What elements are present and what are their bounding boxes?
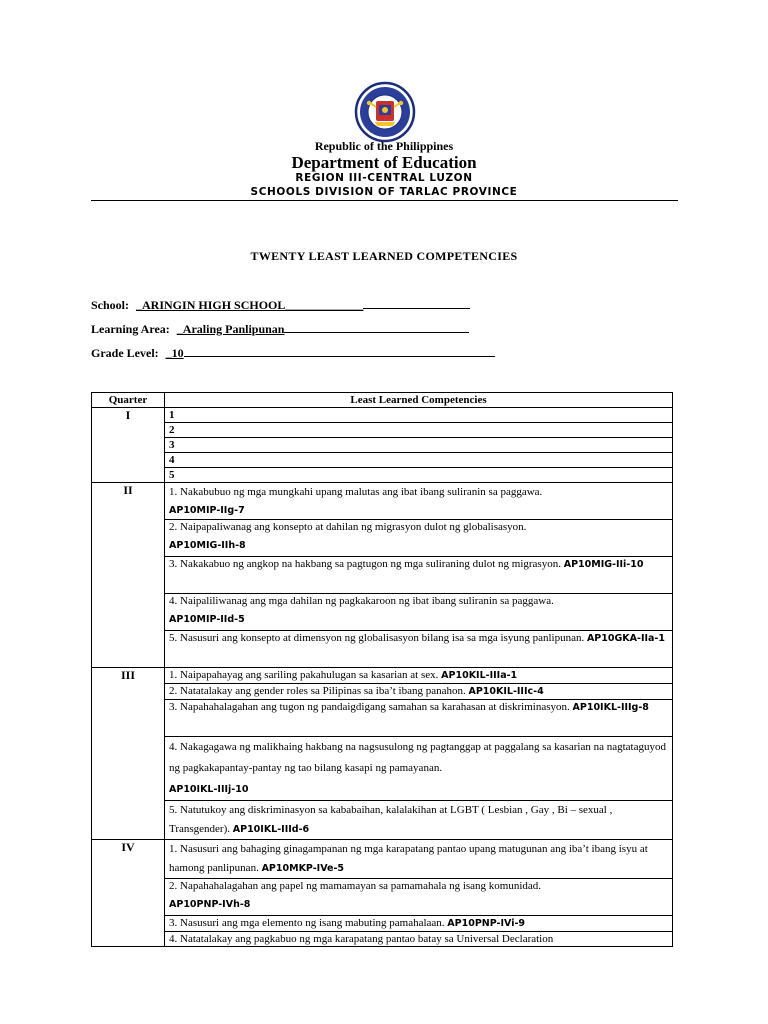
table-row — [92, 468, 673, 483]
competency-cell — [165, 557, 673, 594]
competency-code: AP10IKL-IIIj-10 — [169, 784, 249, 795]
table-row — [92, 801, 673, 840]
table-row — [92, 631, 673, 668]
competency-cell — [165, 668, 673, 684]
competency-text: 1. Nakabubuo ng mga mungkahi upang malutas ang ibat ibang suliranin sa paggawa. — [169, 486, 543, 498]
learning-area-value: _Araling Panlipunan — [176, 322, 285, 336]
competency-cell: 2 — [165, 423, 673, 438]
table-row — [92, 737, 673, 801]
competency-code: AP10PNP-IVi-9 — [447, 918, 526, 929]
competency-text: 1. Nasusuri ang bahaging ginagampanan ng mga karapatang pantao upang matugunan ang iba’t ibang isyu at hamong panlipunan. — [169, 843, 648, 874]
quarter-cell-4: IV — [92, 840, 165, 947]
competency-text: 5. Natutukoy ang diskriminasyon sa kababaihan, kalalakihan at LGBT ( Lesbian , Gay , Bi – sexual , Transgender). — [169, 804, 613, 835]
competency-text: 2. Natatalakay ang gender roles sa Pilipinas sa iba’t ibang panahon. — [169, 685, 466, 697]
competency-code: AP10MIP-IId-5 — [169, 614, 245, 625]
grade-level-line — [184, 346, 495, 357]
school-value: _ARINGIN HIGH SCHOOL_____________ — [136, 298, 364, 312]
region-line: REGION III-CENTRAL LUZON — [295, 172, 473, 184]
competency-cell — [165, 801, 673, 840]
table-row — [92, 453, 673, 468]
competency-code: AP10MIG-IIi-10 — [563, 559, 644, 570]
competency-cell — [165, 631, 673, 668]
table-row — [92, 916, 673, 932]
table-row — [92, 594, 673, 631]
competency-text: 2. Naipapaliwanag ang konsepto at dahilan ng migrasyon dulot ng globalisasyon. — [169, 521, 527, 533]
grade-level-field — [91, 346, 495, 361]
school-line — [363, 298, 470, 309]
deped-seal-logo — [349, 81, 421, 143]
quarter-cell-2: II — [92, 483, 165, 668]
competency-cell: 3 — [165, 438, 673, 453]
competency-cell — [165, 684, 673, 700]
competency-cell — [165, 879, 673, 916]
learning-area-label: Learning Area: — [91, 322, 170, 336]
competency-code: AP10KIL-IIIc-4 — [468, 686, 544, 697]
school-label: School: — [91, 298, 130, 312]
table-row — [92, 423, 673, 438]
table-row — [92, 932, 673, 947]
table-row — [92, 520, 673, 557]
competency-text: 5. Nasusuri ang konsepto at dimensyon ng globalisasyon bilang isa sa mga isyung panlipunan. — [169, 632, 585, 644]
competency-code: AP10IKL-IIIg-8 — [572, 702, 649, 713]
competency-cell: 5 — [165, 468, 673, 483]
competency-code: AP10MIG-IIh-8 — [169, 540, 246, 551]
quarter-cell-3: III — [92, 668, 165, 840]
competency-code: AP10GKA-IIa-1 — [586, 633, 665, 644]
table-row — [92, 483, 673, 520]
learning-area-field — [91, 322, 469, 337]
competency-cell — [165, 840, 673, 879]
competency-code: AP10IKL-IIId-6 — [232, 824, 310, 835]
competencies-table — [91, 392, 673, 947]
competencies-header: Least Learned Competencies — [165, 393, 673, 408]
competency-text: 3. Nakakabuo ng angkop na hakbang sa pagtugon ng mga suliraning dulot ng migrasyon. — [169, 558, 561, 570]
competency-cell: 1 — [165, 408, 673, 423]
department-title: Department of Education — [291, 153, 477, 172]
quarter-cell-1: I — [92, 408, 165, 483]
competency-cell — [165, 594, 673, 631]
competency-text: 4. Natatalakay ang pagkabuo ng mga karapatang pantao batay sa Universal Declaration — [169, 933, 554, 945]
competency-code: AP10KIL-IIIa-1 — [441, 670, 518, 681]
competency-text: 3. Nasusuri ang mga elemento ng isang mabuting pamahalaan. — [169, 917, 445, 929]
competency-cell — [165, 932, 673, 947]
competency-text: 1. Naipapahayag ang sariling pakahulugan sa kasarian at sex. — [169, 669, 439, 681]
document-title: TWENTY LEAST LEARNED COMPETENCIES — [250, 249, 518, 263]
header-divider — [91, 200, 678, 201]
competency-text: 4. Nakagagawa ng malikhaing hakbang na nagsusulong ng pagtanggap at paggalang sa kasarian na nagtataguyod ng pagkakapantay-pantay ng tao bilang kasapi ng pamayanan. — [169, 741, 666, 774]
competency-code: AP10PNP-IVh-8 — [169, 899, 251, 910]
competency-cell — [165, 700, 673, 737]
grade-level-label: Grade Level: — [91, 346, 159, 360]
competency-text: 4. Naipaliliwanag ang mga dahilan ng pagkakaroon ng ibat ibang suliranin sa paggawa. — [169, 595, 554, 607]
quarter-header: Quarter — [92, 393, 165, 408]
competency-cell — [165, 737, 673, 801]
table-row — [92, 438, 673, 453]
table-row — [92, 700, 673, 737]
competency-code: AP10MIP-IIg-7 — [169, 505, 245, 516]
competency-text: 2. Napahahalagahan ang papel ng mamamayan sa pamamahala ng isang komunidad. — [169, 880, 542, 892]
table-header-row — [92, 393, 673, 408]
grade-level-value: _10 — [165, 346, 184, 360]
table-row — [92, 684, 673, 700]
table-row — [92, 557, 673, 594]
table-row — [92, 668, 673, 684]
competency-text: 3. Napahahalagahan ang tugon ng pandaigdigang samahan sa karahasan at diskriminasyon. — [169, 701, 570, 713]
republic-line: Republic of the Philippines — [314, 139, 454, 153]
competency-cell — [165, 916, 673, 932]
competency-code: AP10MKP-IVe-5 — [261, 863, 345, 874]
division-line: SCHOOLS DIVISION OF TARLAC PROVINCE — [250, 186, 518, 198]
table-row — [92, 408, 673, 423]
competency-cell: 4 — [165, 453, 673, 468]
competency-cell — [165, 483, 673, 520]
school-field — [91, 298, 470, 313]
table-row — [92, 879, 673, 916]
competency-cell — [165, 520, 673, 557]
table-row — [92, 840, 673, 879]
learning-area-line — [284, 322, 469, 333]
